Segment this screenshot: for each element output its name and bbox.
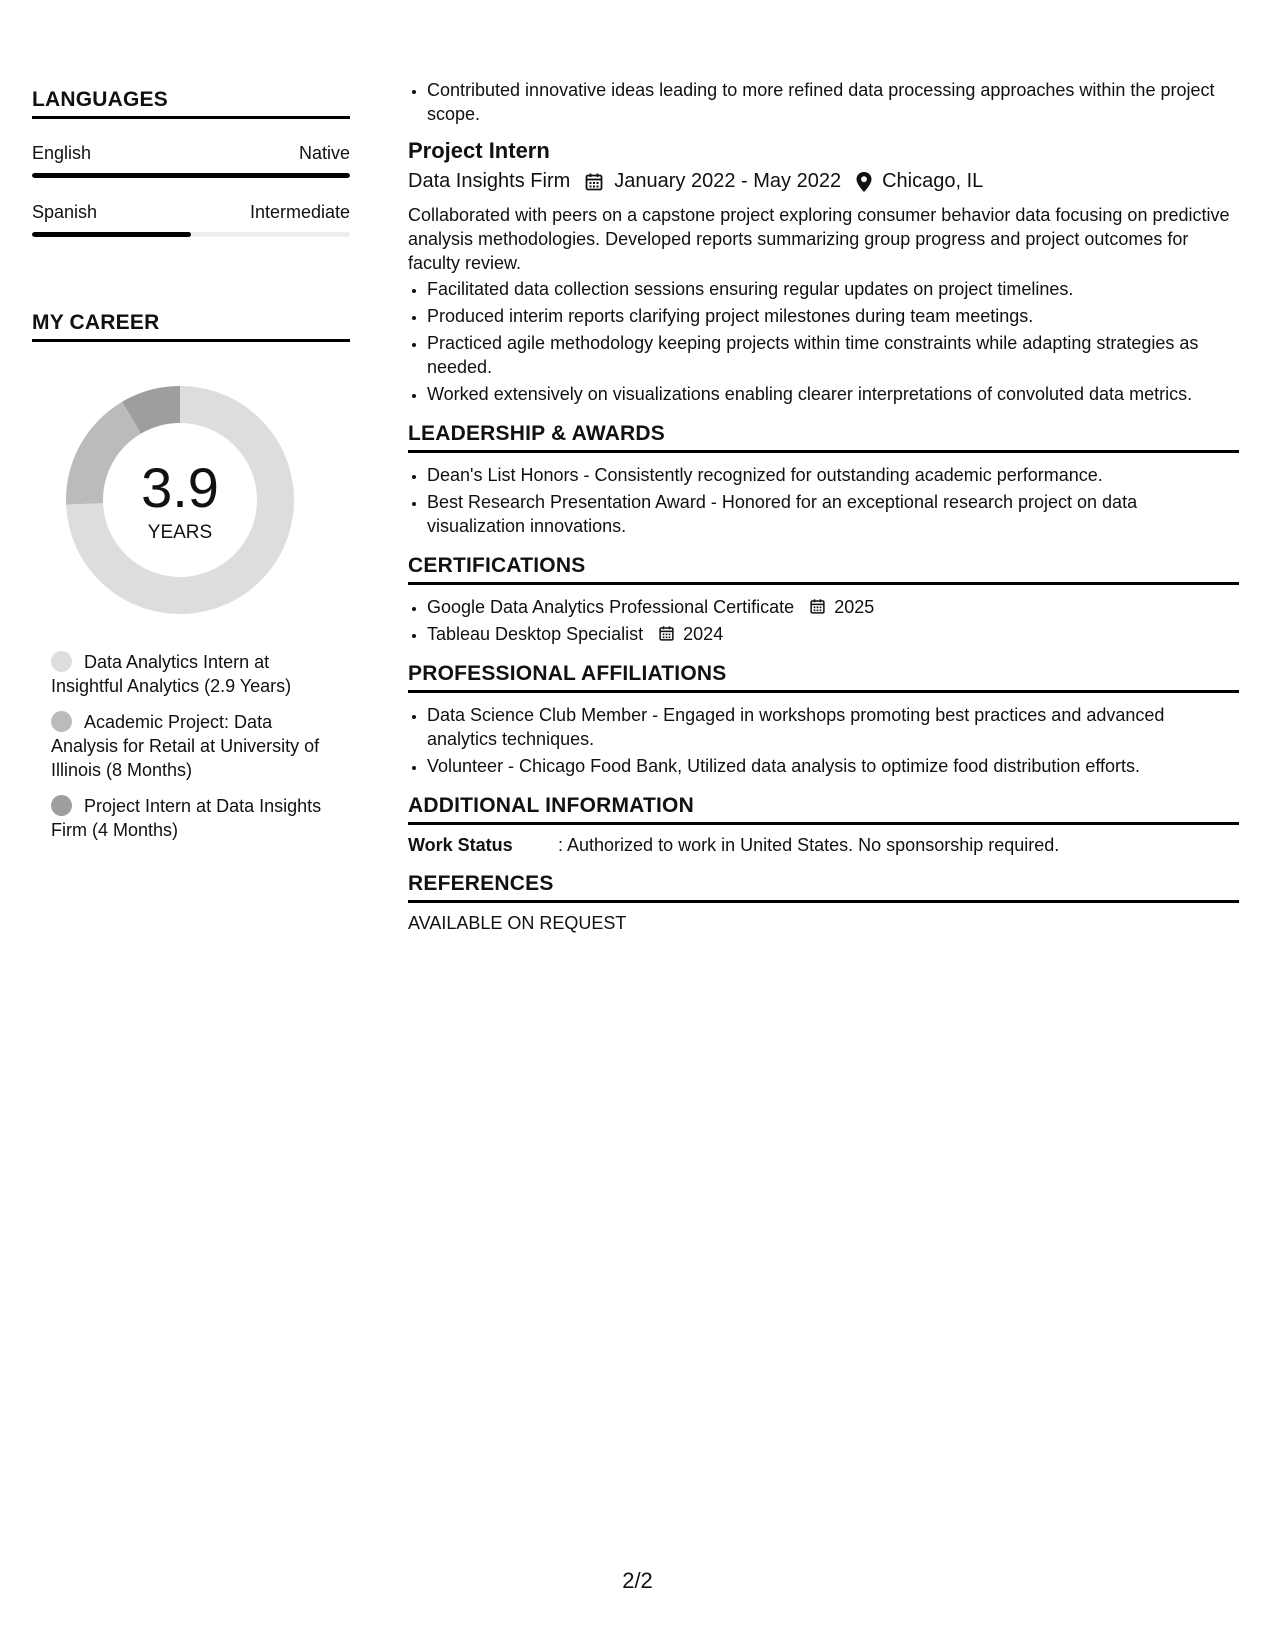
language-item xyxy=(32,143,350,178)
work-status-label: Work Status xyxy=(408,835,513,855)
legend-dot-icon xyxy=(51,795,72,816)
main-content xyxy=(408,78,1239,934)
calendar-icon xyxy=(809,598,826,615)
references-section xyxy=(408,872,1239,934)
certification-year: 2024 xyxy=(683,624,724,644)
bullet-item: • Best Research Presentation Award - Honored for an exceptional research project on data visualization innovations. xyxy=(427,490,1239,538)
language-name: English xyxy=(32,143,92,163)
certifications-section xyxy=(408,554,1239,646)
language-item xyxy=(32,202,350,237)
career-total-unit: YEARS xyxy=(147,522,213,543)
language-level: Native xyxy=(298,143,350,163)
language-proficiency-bar xyxy=(32,232,350,237)
bullet-item: • Data Science Club Member - Engaged in workshops promoting best practices and advanced analytics techniques. xyxy=(427,703,1239,751)
references-text: AVAILABLE ON REQUEST xyxy=(408,913,627,933)
language-proficiency-fill xyxy=(32,232,191,237)
certification-year: 2025 xyxy=(834,597,875,617)
additional-info-heading: ADDITIONAL INFORMATION xyxy=(408,794,1239,825)
affiliations-heading: PROFESSIONAL AFFILIATIONS xyxy=(408,662,1239,693)
bullet-item: • Contributed innovative ideas leading to more refined data processing approaches within the project scope. xyxy=(427,78,1239,126)
job-dates: January 2022 - May 2022 xyxy=(614,170,842,192)
career-donut-chart xyxy=(66,386,294,614)
job-title: Project Intern xyxy=(408,138,550,163)
leadership-section xyxy=(408,422,1239,538)
calendar-icon xyxy=(584,172,604,192)
language-proficiency-fill xyxy=(32,173,350,178)
career-legend-label: Academic Project: Data Analysis for Retail at University of Illinois (8 Months) xyxy=(51,712,320,780)
career-legend-label: Project Intern at Data Insights Firm (4 Months) xyxy=(51,796,322,840)
certification-name: Google Data Analytics Professional Certificate xyxy=(427,597,795,617)
certification-name: Tableau Desktop Specialist xyxy=(427,624,644,644)
map-pin-icon xyxy=(855,171,873,193)
career-total-years: 3.9 xyxy=(141,456,219,519)
certifications-heading: CERTIFICATIONS xyxy=(408,554,1239,585)
career-legend xyxy=(51,650,331,842)
leadership-heading: LEADERSHIP & AWARDS xyxy=(408,422,1239,453)
career-legend-item xyxy=(51,794,331,842)
career-legend-item xyxy=(51,710,331,782)
certification-item xyxy=(427,595,1239,619)
affiliations-list xyxy=(408,703,1239,778)
bullet-item: • Worked extensively on visualizations enabling clearer interpretations of convoluted data metrics. xyxy=(427,382,1239,406)
job-bullets xyxy=(408,277,1239,406)
affiliations-section xyxy=(408,662,1239,778)
previous-job-bullets xyxy=(408,78,1239,126)
job-entry xyxy=(408,138,1239,406)
bullet-item: • Volunteer - Chicago Food Bank, Utilized data analysis to optimize food distribution efforts. xyxy=(427,754,1239,778)
sidebar xyxy=(32,88,350,854)
certifications-list xyxy=(408,595,1239,646)
bullet-item: • Practiced agile methodology keeping projects within time constraints while adapting strategies as needed. xyxy=(427,331,1239,379)
job-description: Collaborated with peers on a capstone project exploring consumer behavior data focusing on predictive analysis methodologies. Developed reports summarizing group progress and project outcomes for faculty review. xyxy=(408,205,1230,273)
leadership-list xyxy=(408,463,1239,538)
language-name: Spanish xyxy=(32,202,98,222)
legend-dot-icon xyxy=(51,711,72,732)
career-legend-label: Data Analytics Intern at Insightful Analytics (2.9 Years) xyxy=(51,652,292,696)
bullet-item: • Dean's List Honors - Consistently recognized for outstanding academic performance. xyxy=(427,463,1239,487)
job-company: Data Insights Firm xyxy=(408,170,571,192)
page-number: 2/2 xyxy=(622,1568,653,1593)
career-legend-item xyxy=(51,650,331,698)
bullet-item: • Produced interim reports clarifying project milestones during team meetings. xyxy=(427,304,1239,328)
language-level: Intermediate xyxy=(249,202,350,222)
career-heading: MY CAREER xyxy=(32,311,350,342)
job-location: Chicago, IL xyxy=(882,170,984,192)
work-status-row xyxy=(408,835,1239,856)
job-meta xyxy=(408,170,1239,193)
certification-item xyxy=(427,622,1239,646)
references-heading: REFERENCES xyxy=(408,872,1239,903)
calendar-icon xyxy=(658,625,675,642)
language-proficiency-bar xyxy=(32,173,350,178)
work-status-value: : Authorized to work in United States. No sponsorship required. xyxy=(558,835,1060,855)
languages-heading: LANGUAGES xyxy=(32,88,350,119)
legend-dot-icon xyxy=(51,651,72,672)
additional-info-section xyxy=(408,794,1239,856)
bullet-item: • Facilitated data collection sessions ensuring regular updates on project timelines. xyxy=(427,277,1239,301)
